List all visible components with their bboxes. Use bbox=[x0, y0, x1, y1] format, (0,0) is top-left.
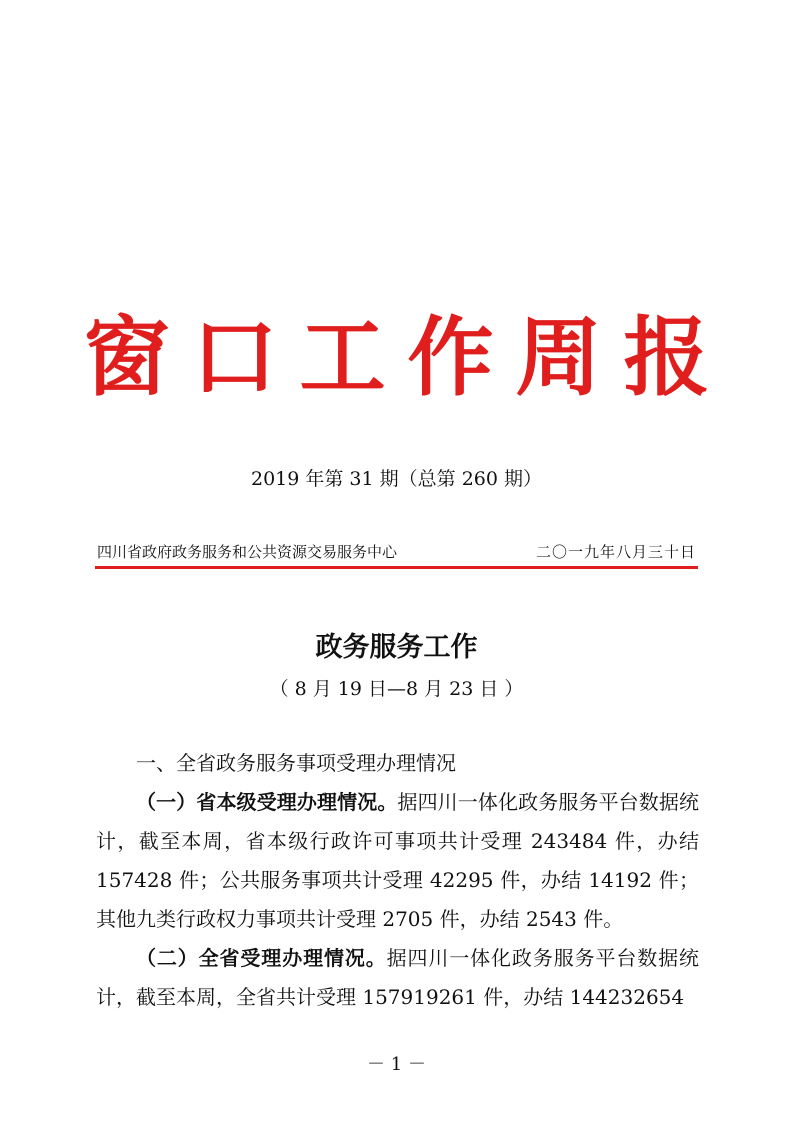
paragraph-1 bbox=[96, 783, 699, 939]
section-dates: （ 8 月 19 日—8 月 23 日 ） bbox=[269, 678, 524, 700]
paragraph-2 bbox=[96, 939, 699, 1017]
publish-date: 二〇一九年八月三十日 bbox=[535, 543, 696, 561]
heading-1: 一、全省政务服务事项受理办理情况 bbox=[136, 751, 456, 775]
issue-number: 2019 年第 31 期（总第 260 期） bbox=[251, 468, 542, 490]
paragraph-2-lead: （二）全省受理办理情况。 bbox=[136, 946, 387, 970]
organization-name: 四川省政府政务服务和公共资源交易服务中心 bbox=[97, 543, 398, 561]
page-number: － 1 － bbox=[367, 1054, 426, 1075]
header-line bbox=[95, 540, 698, 564]
paragraph-1-lead: （一）省本级受理办理情况。 bbox=[136, 790, 398, 814]
paragraph-2-text: 据四川一体化政务服务平台数据统计，截至本周，全省共计受理 157919261 件，办结 144232654 bbox=[96, 946, 700, 1009]
masthead-title: 窗口工作周报 bbox=[83, 307, 732, 408]
section-title: 政务服务工作 bbox=[315, 632, 478, 663]
document-body bbox=[96, 744, 699, 1017]
paragraph-1-text: 据四川一体化政务服务平台数据统计，截至本周，省本级行政许可事项共计受理 243484 件，办结 157428 件；公共服务事项共计受理 42295 件，办结 14192 件；其他九类行政权力事项共计受理 2705 件，办结 2543 件。 bbox=[96, 790, 700, 931]
header-rule bbox=[95, 566, 698, 569]
